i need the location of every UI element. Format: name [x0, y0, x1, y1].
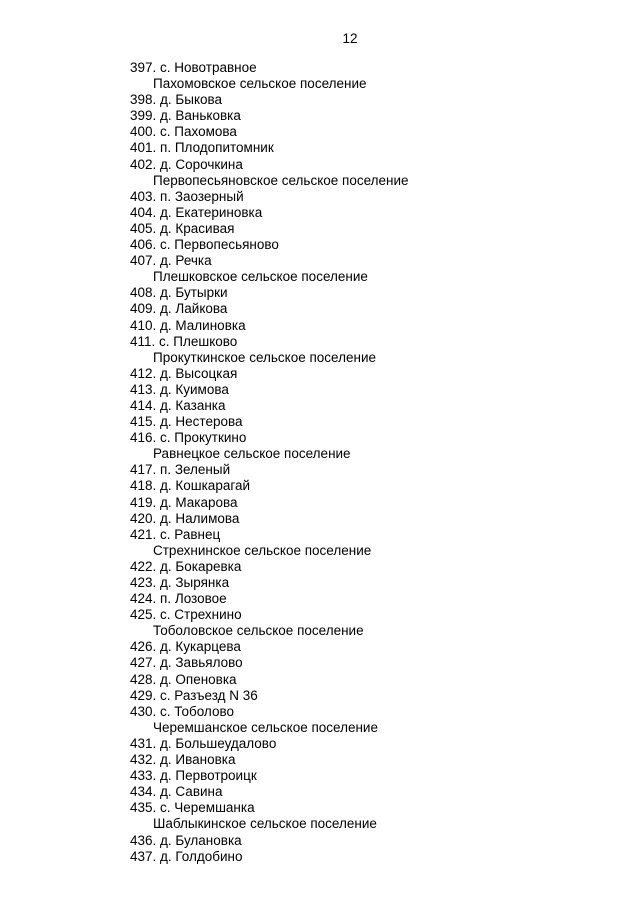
list-item: 428. д. Опеновка [130, 671, 237, 687]
list-item: 406. с. Первопесьяново [130, 237, 279, 253]
list-item: 407. д. Речка [130, 253, 212, 269]
list-item: 431. д. Большеудалово [130, 735, 277, 751]
list-item: 434. д. Савина [130, 784, 223, 800]
settlement-heading: Черемшанское сельское поселение [153, 719, 378, 735]
settlement-list [130, 60, 409, 865]
list-item: 403. п. Заозерный [130, 188, 244, 204]
list-item: 411. с. Плешково [130, 333, 238, 349]
list-item: 425. с. Стрехнино [130, 607, 242, 623]
list-item: 426. д. Кукарцева [130, 639, 241, 655]
list-item: 422. д. Бокаревка [130, 558, 242, 574]
list-item: 424. п. Лозовое [130, 591, 227, 607]
list-item: 436. д. Булановка [130, 832, 242, 848]
list-item: 398. д. Быкова [130, 92, 223, 108]
list-item: 437. д. Голдобино [130, 848, 243, 864]
page-number: 12 [342, 31, 358, 46]
list-item: 433. д. Первотроицк [130, 768, 257, 784]
list-item: 401. п. Плодопитомник [130, 140, 274, 156]
list-item: 435. с. Черемшанка [130, 800, 255, 816]
list-item: 430. с. Тоболово [130, 703, 234, 719]
list-item: 416. с. Прокуткино [130, 430, 247, 446]
list-item: 413. д. Куимова [130, 381, 229, 397]
settlement-heading: Стрехнинское сельское поселение [153, 542, 372, 558]
list-item: 418. д. Кошкарагай [130, 478, 251, 494]
list-item: 402. д. Сорочкина [130, 156, 243, 172]
list-item: 397. с. Новотравное [130, 60, 257, 75]
list-item: 400. с. Пахомова [130, 124, 237, 140]
list-item: 408. д. Бутырки [130, 285, 228, 301]
list-item: 423. д. Зырянка [130, 575, 230, 590]
settlement-heading: Шаблыкинское сельское поселение [153, 816, 377, 832]
settlement-heading: Первопесьяновское сельское поселение [153, 172, 409, 188]
settlement-heading: Плешковское сельское поселение [153, 269, 368, 285]
list-item: 404. д. Екатериновка [130, 204, 263, 220]
list-item: 432. д. Ивановка [130, 752, 236, 768]
list-item: 417. п. Зеленый [130, 462, 231, 478]
list-item: 415. д. Нестерова [130, 414, 243, 430]
list-item: 412. д. Высоцкая [130, 365, 238, 381]
list-item: 399. д. Ваньковка [130, 108, 241, 124]
list-item: 419. д. Макарова [130, 494, 238, 510]
list-item: 420. д. Налимова [130, 510, 240, 526]
settlement-heading: Прокуткинское сельское поселение [153, 349, 377, 365]
settlement-heading: Тоболовское сельское поселение [153, 623, 364, 639]
list-item: 429. с. Разъезд N 36 [130, 687, 258, 703]
list-item: 427. д. Завьялово [130, 655, 243, 671]
list-item: 409. д. Лайкова [130, 301, 228, 317]
list-item: 405. д. Красивая [130, 220, 235, 236]
list-item: 410. д. Малиновка [130, 317, 246, 333]
settlement-heading: Равнецкое сельское поселение [153, 446, 351, 462]
list-item: 414. д. Казанка [130, 397, 226, 413]
settlement-heading: Пахомовское сельское поселение [153, 76, 367, 92]
list-item: 421. с. Равнец [130, 526, 221, 542]
